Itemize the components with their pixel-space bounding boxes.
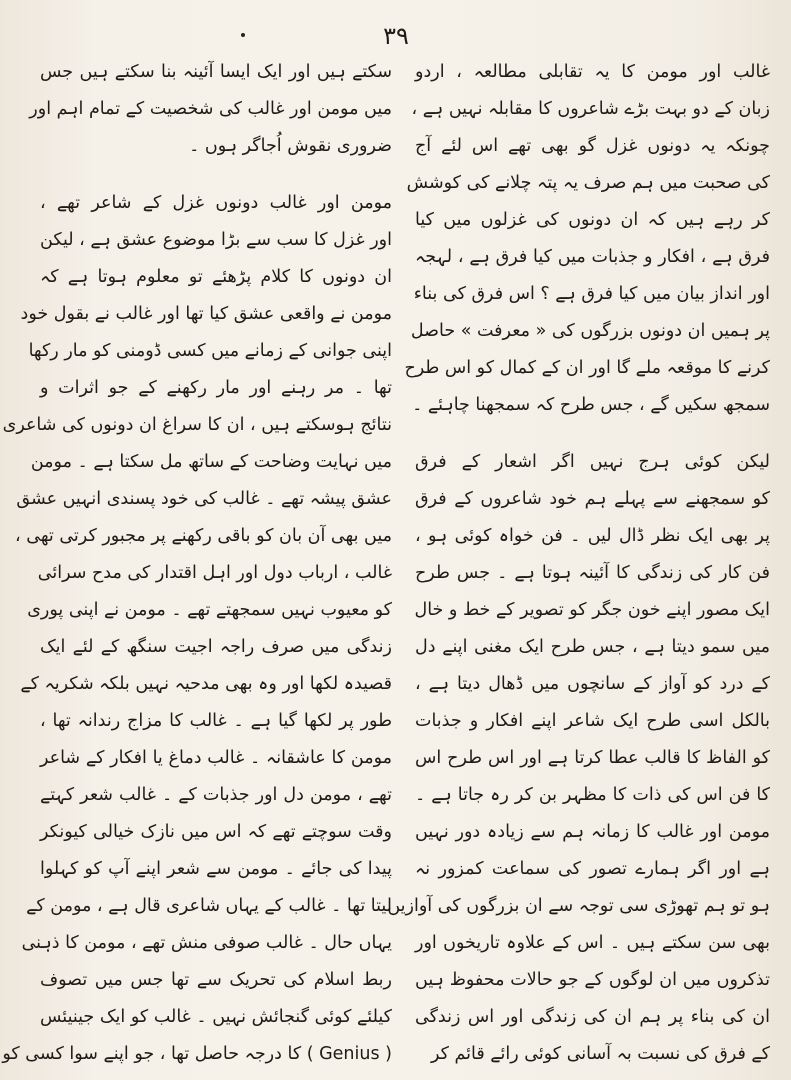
text-line: اپنی جوانی کے زمانے میں کسی ڈومنی کو مار رکھا — [28, 341, 392, 361]
text-line: طور پر لکھا گیا ہے ۔ غالب کا مزاج رندانہ تھا ، — [40, 711, 392, 731]
text-line: لیکن کوئی ہرج نہیں اگر اشعار کے فرق — [415, 452, 770, 472]
text-line: پر بھی ایک نظر ڈال لیں ۔ فن خواہ کوئی ہو ، — [415, 526, 770, 546]
text-line: نتائج ہوسکتے ہیں ، ان کا سراغ ان دونوں کی شاعری — [2, 415, 392, 435]
text-line: چونکہ یہ دونوں غزل گو بھی تھے اس لئے آج — [415, 136, 770, 156]
text-line: زندگی میں صرف راجہ اجیت سنگھ کے لئے ایک — [40, 637, 392, 657]
text-line: کیلئے کوئی گنجائش نہیں ۔ غالب کو ایک جینیئس — [40, 1007, 392, 1027]
text-line: اور غزل کا سب سے بڑا موضوع عشق ہے ، لیکن — [40, 230, 392, 250]
text-line: مومن کا عاشقانہ ۔ غالب دماغ یا افکار کے شاعر — [40, 748, 392, 768]
paragraph — [2, 185, 392, 1073]
text-line: کا فن اس کی ذات کا مظہر بن کر رہ جاتا ہے ۔ — [415, 785, 770, 805]
ink-dot — [241, 33, 245, 37]
text-line: سکتے ہیں اور ایک ایسا آئینہ بنا سکتے ہیں جس — [40, 62, 392, 82]
text-line: ضروری نقوش اُجاگر ہوں ۔ — [189, 136, 392, 156]
text-line: مومن نے واقعی عشق کیا تھا اور غالب نے بقول خود — [20, 304, 392, 324]
text-line: ہے اور اگر ہمارے تصور کی سماعت کمزور نہ — [415, 859, 770, 879]
text-line: کے درد کو آواز کے سانچوں میں ڈھال دیتا ہے ، — [415, 674, 770, 694]
text-line: ان دونوں کا کلام پڑھئے تو معلوم ہوتا ہے کہ — [40, 267, 392, 287]
text-line: لیتا تھا ۔ غالب کے یہاں شاعری قال ہے ، مومن کے — [26, 896, 392, 916]
text-line: بھی سن سکتے ہیں ۔ اس کے علاوہ تاریخوں اور — [415, 933, 770, 953]
text-line: میں بھی آن بان کو باقی رکھنے پر مجبور کرتی تھی ، — [15, 526, 392, 546]
text-line: قصیدہ لکھا اور وہ بھی مدحیہ نہیں بلکہ شکریہ کے — [20, 674, 392, 694]
paragraph-gap — [415, 424, 770, 444]
text-line: کی صحبت میں ہم صرف یہ پتہ چلانے کی کوشش — [406, 173, 770, 193]
text-line: ( Genius ) کا درجہ حاصل تھا ، جو اپنے سوا کسی کو — [2, 1044, 392, 1064]
text-line: فن کار کی زندگی کا آئینہ ہوتا ہے ۔ جس طرح — [415, 563, 770, 583]
text-line: غالب ، ارباب دول اور اہل اقتدار کی مدح سرائی — [37, 563, 392, 583]
text-line: بالکل اسی طرح ایک شاعر اپنے افکار و جذبات — [415, 711, 770, 731]
paragraph-gap — [40, 165, 392, 185]
text-line: ہو تو ہم تھوڑی سی توجہ سے ان بزرگوں کی آوازیں — [387, 896, 770, 916]
paragraph — [387, 444, 770, 1073]
text-line: تھا ۔ مر رہنے اور مار رکھنے کے جو اثرات و — [40, 378, 392, 398]
text-line: غالب اور مومن کا یہ تقابلی مطالعہ ، اردو — [415, 62, 770, 82]
text-line: عشق پیشہ تھے ۔ غالب کی خود پسندی انہیں عشق — [16, 489, 392, 509]
text-line: پیدا کی جائے ۔ مومن سے شعر اپنے آپ کو کہلوا — [40, 859, 392, 879]
text-line: پر ہمیں ان دونوں بزرگوں کی « معرفت » حاصل — [410, 321, 770, 341]
text-line: فرق ہے ، افکار و جذبات میں کیا فرق ہے ، لہجہ — [415, 247, 770, 267]
paragraph — [29, 54, 392, 165]
text-line: وقت سوچتے تھے کہ اس میں نازک خیالی کیونکر — [40, 822, 392, 842]
text-line: مومن اور غالب کا زمانہ ہم سے زیادہ دور نہیں — [415, 822, 770, 842]
text-line: ایک مصور اپنے خون جگر کو تصویر کے خط و خال — [414, 600, 770, 620]
right-column — [387, 54, 770, 1073]
text-line: یہاں حال ۔ غالب صوفی منش تھے ، مومن کا ذہنی — [21, 933, 392, 953]
left-column — [2, 54, 392, 1073]
text-line: میں مومن اور غالب کی شخصیت کے تمام اہم اور — [29, 99, 392, 119]
page-number: ۳۹ — [383, 22, 409, 50]
text-line: زبان کے دو بہت بڑے شاعروں کا مقابلہ نہیں ہے ، — [411, 99, 770, 119]
text-line: ان کی بناء پر ہم ان کی زندگی اور اس زندگی — [415, 1007, 770, 1027]
text-line: سمجھ سکیں گے ، جس طرح کہ سمجھنا چاہئے ۔ — [412, 395, 770, 415]
text-line: میں نہایت وضاحت کے ساتھ مل سکتا ہے ۔ مومن — [30, 452, 392, 472]
text-line: کو الفاظ کا قالب عطا کرتا ہے اور اس طرح اس — [415, 748, 770, 768]
text-line: تذکروں میں ان لوگوں کے جو حالات محفوظ ہیں — [415, 970, 770, 990]
text-line: مومن اور غالب دونوں غزل کے شاعر تھے ، — [40, 193, 392, 213]
text-line: کرنے کا موقعہ ملے گا اور ان کے کمال کو اس طرح — [404, 358, 770, 378]
text-line: تھے ، مومن دل اور جذبات کے ۔ غالب شعر کہتے — [40, 785, 392, 805]
text-line: کو سمجھنے سے پہلے ہم خود شاعروں کے فرق — [415, 489, 770, 509]
text-line: کو معیوب نہیں سمجھتے تھے ۔ مومن نے اپنی پوری — [27, 600, 392, 620]
text-line: کر رہے ہیں کہ ان دونوں کی غزلوں میں کیا — [415, 210, 770, 230]
text-line: ربط اسلام کی تحریک سے تھا جس میں تصوف — [40, 970, 392, 990]
paragraph — [404, 54, 770, 424]
text-line: میں سمو دیتا ہے ، جس طرح ایک مغنی اپنے دل — [415, 637, 770, 657]
text-line: کے فرق کی نسبت بہ آسانی کوئی رائے قائم کر — [430, 1044, 770, 1064]
text-line: اور انداز بیان میں کیا فرق ہے ؟ اس فرق کی بناء — [413, 284, 770, 304]
